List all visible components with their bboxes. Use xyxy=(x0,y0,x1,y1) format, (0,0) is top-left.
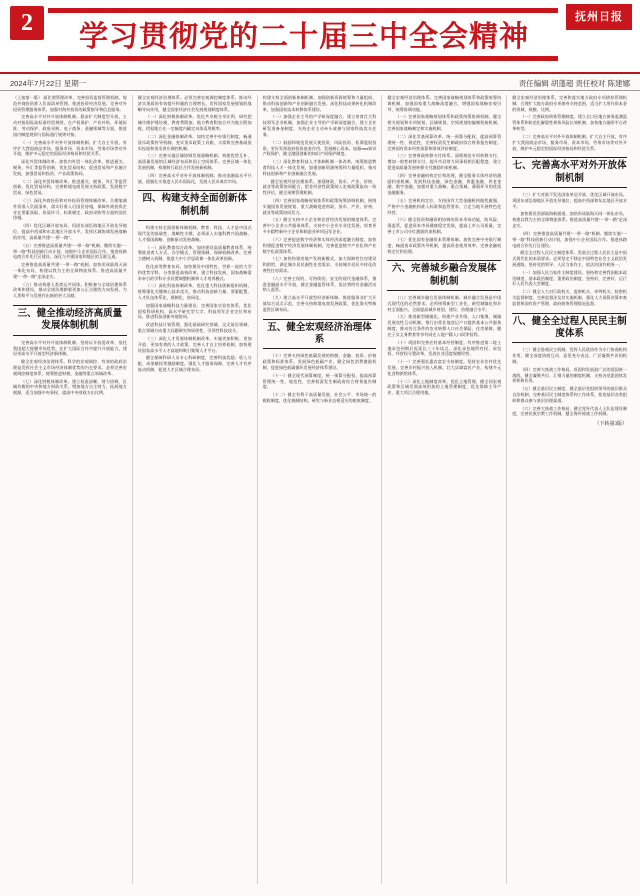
section-heading-5: 五、健全宏观经济治理体系 xyxy=(263,319,377,350)
continuation-note: （下转第3版） xyxy=(594,422,627,428)
article-columns xyxy=(0,91,640,890)
section-heading-8: 八、健全全过程人民民主制度体系 xyxy=(512,313,627,344)
paragraph: （四）完善大统战工作格局。巩固和发展最广泛的爱国统一战线，健全凝聚共识、汇聚力量的制度机制，支持各党派团体发挥积极作用。 xyxy=(512,366,627,384)
paragraph: （六）健全投资和融资相协调的资本市场功能，防风险、强监管，促进资本市场健康稳定发展，提高上市公司质量，完善上市公司分红激励约束机制。 xyxy=(387,217,502,235)
paragraph: （四）完善金融机构定位和治理，健全服务实体经济的激励约束机制。发展科技金融、绿色金融、普惠金融、养老金融、数字金融，加强对重大战略、重点领域、薄弱环节的优质金融服务。 xyxy=(387,172,502,196)
section-heading-7: 七、完善高水平对外开放体制机制 xyxy=(512,157,627,188)
paragraph: （二）深化零基预算改革。统一预算分配权，提高预算管理统一性、规范性，完善权责发生制政府综合财务报告制度。完善国有资本经营预算和绩效评价制度。 xyxy=(387,133,502,151)
paragraph: （一）完善国家战略规划体系和政策统筹协调机制。健全相关规划和专项规划、区域规划、空间规划的编制衔接机制，完善国家战略制定和实施机制。 xyxy=(387,114,502,132)
paragraph: 完善高水平对外开放体制机制。坚持以开放促改革，依托我国超大规模市场优势，在扩大国际合作中提升开放能力，建设更高水平开放型经济新体制。 xyxy=(13,339,127,357)
column-1 xyxy=(8,95,133,884)
paragraph: （十）巩固和完善农村基本经营制度。有序推进第二轮土地承包到期后再延长三十年试点。深化承包地所有权、承包权、经营权分置改革，发展农业适度规模经营。 xyxy=(387,339,502,357)
paragraph: （三）扩大对最不发达国家单边开放。优化区域开放布局，巩固东部沿海地区开放先导地位，提高中西部和东北地区开放水平。 xyxy=(512,192,627,209)
paragraph: （五）健全支持中小企业和民营经济发展的制度体系。完善中小企业公共服务体系，支持中小企业专业化发展，培育更多专精特新中小企业和制造业单项冠军企业。 xyxy=(262,217,377,235)
paragraph: （三）深化教育科技人才体制机制一体改革，统筹推进教育科技人才一体化发展，加强创新资源统筹和力量组织，推动科技创新和产业创新融合发展。 xyxy=(262,159,377,176)
section-heading-3: 三、健全推动经济高质量发展体制机制 xyxy=(13,305,127,336)
masthead xyxy=(0,0,640,74)
paragraph: 改进科技计划管理，强化基础研究领域、交叉前沿领域、重点领域方向重大问题研究和原创性、引领性科技攻关。 xyxy=(137,322,252,334)
paragraph: （七）优化国有金融资本管理体制。加快完善中央银行制度，畅通货币政策传导机制，提高资金使用效率。完善金融机构定位和治理。 xyxy=(387,236,502,254)
paragraph: （十二）深化土地制度改革。优化土地管理，健全同宏观政策和区域发展高效衔接的土地管理制度，优先保障主导产业、重大项目合理用地。 xyxy=(387,378,502,396)
paragraph: （七）深化财税体制改革。建立权责清晰、财力协调、区域均衡的中央和地方财政关系，增加地方自主财力，拓展地方税源，适当加强中央事权、提高中央财政支出比例。 xyxy=(13,378,127,396)
paragraph: （九）推进新型城镇化。构建产业升级、人口集聚、城镇发展良性互动机制。推行由常住地登记户口提供基本公共服务制度，推动符合条件的农业转移人口社会保险、住房保障、随迁子女义务教育等享有同迁入地户籍人口同等权利。 xyxy=(387,314,502,337)
paragraph: （一）完善高水平对外开放体制机制。扩大自主开放，有序扩大我国商品市场、服务市场、资本市场、劳务市场等对外开放，维护多元稳定的国际经济格局和经贸关系。 xyxy=(13,139,127,157)
paragraph: （一）深化教育综合改革。加快建设高质量教育体系，统筹推进育人方式、办学模式、管理体制、保障机制改革。完善立德树人机制，推进大中小学思政课一体化改革创新。 xyxy=(137,244,252,262)
paragraph: （二）鼓励和规范发展天使投资、风险投资、私募股权投资，更好发挥政府投资基金作用，发展耐心资本。加强erna知识产权保护，健全激励创新的知识产权保护制度。 xyxy=(262,139,377,157)
column-3 xyxy=(258,95,383,884)
paragraph: （一）加强人民当家作主制度建设。坚持和完善我国根本政治制度、基本政治制度、重要政治制度，坚持好、完善好、运行好人民代表大会制度。 xyxy=(512,269,627,287)
paragraph: （五）健全基层民主制度。健全基层党组织领导的基层群众自治机制，完善基层民主制度体系和工作体系，拓宽基层各类组织和群众参与基层治理渠道。 xyxy=(512,386,627,403)
paragraph: （九）建立高水平开放型经济新体制。推进服务业扩大开放综合试点示范，完善支持跨境电商发展政策，优化海关特殊监管区域布局。 xyxy=(262,295,377,312)
paragraph: （八）完善城乡融合发展体制机制。城乡融合发展是中国式现代化的必然要求。必须统筹新型工业化、新型城镇化和乡村全面振兴，全面提高城乡规划、建设、治理融合水平。 xyxy=(387,295,502,312)
paragraph: 健全宏观经济治理体系。完善和落实地方政府专项债券管理机制，合理扩大地方政府专项债券支持范围，适当扩大用作资本金的领域、规模、比例。 xyxy=(512,95,627,112)
paragraph: （六）完善促进数字经济和实体经济深度融合制度。加快构建促进数字经济发展体制机制，完善促进数字产业化和产业数字化政策体系。 xyxy=(262,236,377,254)
paragraph: （三）完善财政转移支付体系。清理规范专项转移支付，增加一般性转移支付，提升市县财力同事权相匹配程度。建立促进高质量发展转移支付激励约束机制。 xyxy=(387,153,502,170)
page-number: 2 xyxy=(10,6,44,40)
section-heading-6: 六、完善城乡融合发展体制机制 xyxy=(387,260,501,291)
paragraph: （三）深化人才发展体制机制改革。实施更加积极、更加开放、更加有效的人才政策，完善人才自主培养机制，加快建设国家高水平人才高地和吸引集聚人才平台。 xyxy=(137,335,252,353)
masthead-rule-bottom xyxy=(48,56,558,61)
paragraph: （上接第一版） 面比照管理改革，完善投资监督管理机制，规范外商投资准入负面清单管理。推进投资经济发展。完善对外投资管理服务体系，加强对海外投资的政策指导和信息服务。 xyxy=(13,95,127,112)
paragraph: （四）优化区域开放布局。巩固东部沿海地区开放先导地位，提高中西部和东北地区开放水平。发挥区域协调发展战略的作用，高质量共建“一带一路”。 xyxy=(13,223,127,240)
paragraph: （四）完善高水平对外开放体制机制。推动金融高水平开放，稳慎扎实推进人民币国际化，发展人民币离岸市场。 xyxy=(137,172,252,184)
paragraph: （二）深化金融体制改革。加快完善中央银行制度，畅通货币政策传导机制。充实货币政策工具箱，丰富和完善基础货币投放和货币供应调控机制。 xyxy=(137,133,252,151)
paragraph: 深化外贸体制改革。加快内外贸一体化改革，推进通关、税务、外汇等监管创新，优化贸易结构，促进贸易和产业融合发展，加强贸易和投资、产业政策协同。 xyxy=(13,159,127,176)
paragraph: （一）完善政府债务管理制度。建立全口径地方债务监测监管体系和防范化解隐性债务风险长效机制，加快地方融资平台改革转型。 xyxy=(512,114,627,132)
paragraph: 加快建设西部陆海新通道。加快形成陆海天网一体化布局，构建以我为主的全球物流体系。推进高质量共建“一带一路”走深走实。 xyxy=(512,211,627,229)
paragraph: （十一）健全现代预算制度，统一预算分配权，提高预算管理统一性、规范性，完善权责发生制政府综合财务报告制度。 xyxy=(262,372,377,390)
paragraph: （三）健全协商民主机制。发挥人民政协作为专门协商机构作用，健全深度协商互动、意见充分表达、广泛凝聚共识的机制。 xyxy=(512,347,627,364)
paragraph: （四）完善推进高质量共建“一带一路”机制。继续实施“一带一路”科技创新行动计划，加强中小企业国际合作。推进丝路电商合作先行区建设。 xyxy=(512,230,627,248)
section-heading-4: 四、构建支持全面创新体制机制 xyxy=(138,190,252,221)
info-strip xyxy=(0,74,640,91)
paragraph: 健全宏观经济治理体系。必须完善宏观调控制度体系，推动经济实现质的有效提升和量的合理增长。发挥国家发展规划的战略导向作用，健全国家经济社会发展规划制度体系。 xyxy=(137,95,252,112)
paragraph: （七）加快构建房地产发展新模式。加大保障性住房建设和供给，满足城乡居民刚性住房需求。支持城乡居民多样化改善性住房需求。 xyxy=(262,256,377,273)
paragraph: （八）完善主权的、可持续的、安全的现代金融体系，推进金融高水平开放，健全金融监管体系，依法将所有金融活动纳入监管。 xyxy=(262,275,377,293)
paragraph: 健全宏观经济治理体系。加强财政、货币、产业、价格、就业等政策协同配合，把非经济性政策纳入宏观政策取向一致性评估，健全预期管理机制。 xyxy=(262,178,377,196)
paragraph: （五）完善机构定位，支持国有大型金融机构做优做强，严格中小金融机构准入标准和监管要求，立足当地开展特色化经营。 xyxy=(387,198,502,215)
paragraph: （二）深化科技体制改革。优化重大科技创新组织机制，统筹强化关键核心技术攻关，推动科技创新力量、要素配置、人才队伍体系化、建制化、协同化。 xyxy=(137,283,252,300)
paragraph: （二）完善高水平对外开放体制机制。扩大自主开放，有序扩大我国商品市场、服务市场、资本市场、劳务市场等对外开放，维护多元稳定的国际经济格局和经贸关系。 xyxy=(512,133,627,151)
publication-date: 2024年7月22日 星期一 xyxy=(10,79,87,88)
paragraph: （五）完善推进高质量共建“一带一路”机制。继续实施“一带一路”科技创新行动计划，加强中小企业国际合作。推进丝路电商合作先行区建设，深化与共建国家和地区的互联互通。 xyxy=(13,242,127,260)
paragraph: 优化高等教育布局，加快建设中国特色、世界一流的大学和优势学科。分类推进高校改革，建立科技发展、国家战略需求牵引的学科专业设置调整机制和人才培养模式。 xyxy=(137,263,252,281)
paragraph: （四）完善国家战略规划体系和政策统筹协调机制，围绕实施国家发展规划、重大战略促进财政、货币、产业、价格、就业等政策协同发力。 xyxy=(262,198,377,215)
paragraph: 加强国家战略科技力量建设，完善国家实验室体系，优化国家科研机构、高水平研究型大学、科技领军企业定位和布局，推进科技创新央地协同。 xyxy=(137,302,252,320)
paragraph: （三）完善实施区域协调发展战略机制。构建优势互补、高质量发展的区域经济布局和国土空间体系。完善区域一体化发展机制，构建跨行政区合作发展新机制。 xyxy=(137,153,252,170)
paragraph: 健全全过程人民民主制度体系。发展全过程人民民主是中国式现代化的本质要求。必须坚定不移走中国特色社会主义政治发展道路，坚持党的领导、人民当家作主、依法治国有机统一。 xyxy=(512,250,627,267)
paragraph: （十二）健全有利于高质量发展、社会公平、市场统一的税收制度，优化税制结构。研究与新业态相适应的税收制度。 xyxy=(262,392,377,403)
paragraph: （三）深化外商投资和对外投资管理体制改革。合理缩减外资准入负面清单，落实好准入后国民待遇，保障外商投资企业在要素获取、资质许可、标准制定、政府采购等方面的国民待遇。 xyxy=(13,198,127,221)
paragraph: （一）加强企业主导的产学研深度融合。建立培育壮大科技领军企业机制，加强企业主导的产学研深度融合，建立企业研发准备金制度，支持企业主动牵头或参与国家科技攻关任务。 xyxy=(262,114,377,137)
paragraph: 健全宏观经济治理体系。完善国家战略规划体系和政策统筹协调机制，加强国家重大战略深度融合，增强国家战略宏观引导、统筹协调功能。 xyxy=(387,95,502,112)
column-5 xyxy=(507,95,632,884)
paragraph: 健全宏观经济治理体系。科学的宏观调控、有效的政府治理是发挥社会主义市场经济体制优势的内在要求。必须完善宏观调控制度体系，统筹推进财税、金融等重点领域改革。 xyxy=(13,359,127,376)
paragraph: （十）完善支持绿色低碳发展的财税、金融、投资、价格政策和标准体系，发展绿色低碳产业，健全绿色消费激励机制，促进绿色低碳循环发展经济体系建设。 xyxy=(262,353,377,370)
paragraph: 完善高水平对外开放体制机制。稳步扩大制度型开放，主动对接国际高标准经贸规则，在产权保护、产业补贴、环境标准、劳动保护、政府采购、电子商务、金融领域等方面，推进国内制度规则与国际通行规则对接。 xyxy=(13,114,127,137)
paragraph: 构建支持全面创新体制机制。加强创新资源统筹和力量组织，推动科技创新和产业创新融合发展。深化科技成果转化机制改革，加强国家技术转移体系建设。 xyxy=(262,95,377,112)
paragraph: 健全保障科研人员专心科研制度，完善科技奖励、收入分配、成果赋权等激励制度。强化人才服务保障，完善人才有序流动机制，促进人才区域合理布局。 xyxy=(137,355,252,372)
paragraph: （一）深化财税体制改革。优化共享税分享比例，研究把城市维护建设税、教育费附加、地方教育附加合并为地方附加税，授权地方在一定幅度内确定具体适用税率。 xyxy=(137,114,252,132)
paragraph: （六）完善大统战工作格局，健全党外代表人士队伍建设制度，完善民族宗教工作机制，健全海外统战工作机制。 xyxy=(512,405,627,417)
paragraph: （六）推动构建人类命运共同体。积极参与全球治理体系改革和建设，推动全球治理朝着更加公正合理的方向发展，为人类和平与发展作出新的更大贡献。 xyxy=(13,281,127,299)
paragraph: 完善推进高质量共建“一带一路”机制，加快形成陆海天网一体化布局，构建以我为主的全球物流体系。推进高质量共建“一带一路”走深走实。 xyxy=(13,262,127,279)
paragraph: （二）健全人大对行政机关、监察机关、审判机关、检察机关监督制度，完善监督法及其实施机制，强化人大预算决算审查监督和国有资产管理、政府债务管理情况监督。 xyxy=(512,289,627,306)
paragraph: （十一）完善强农惠农富农支持制度。坚持农业农村优先发展，完善乡村振兴投入机制。壮大县域富民产业，构建多元化食物供给体系。 xyxy=(387,359,502,376)
paper-logo: 抚州日报 xyxy=(566,4,632,30)
editor-credits: 责任编辑 胡蓬超 责任校对 陈建娜 xyxy=(518,79,630,88)
paragraph: 构建支持全面创新体制机制。教育、科技、人才是中国式现代化的基础性、战略性支撑。必须深入实施科教兴国战略、人才强国战略、创新驱动发展战略。 xyxy=(137,225,252,242)
column-2 xyxy=(133,95,258,884)
page-title: 学习贯彻党的二十届三中全会精神 xyxy=(78,20,529,53)
paragraph: （二）深化外贸体制改革。推进通关、税务、外汇等监管创新，优化贸易结构，完善跨境电商发展支持政策，发展数字贸易、绿色贸易。 xyxy=(13,178,127,196)
column-4 xyxy=(382,95,507,884)
